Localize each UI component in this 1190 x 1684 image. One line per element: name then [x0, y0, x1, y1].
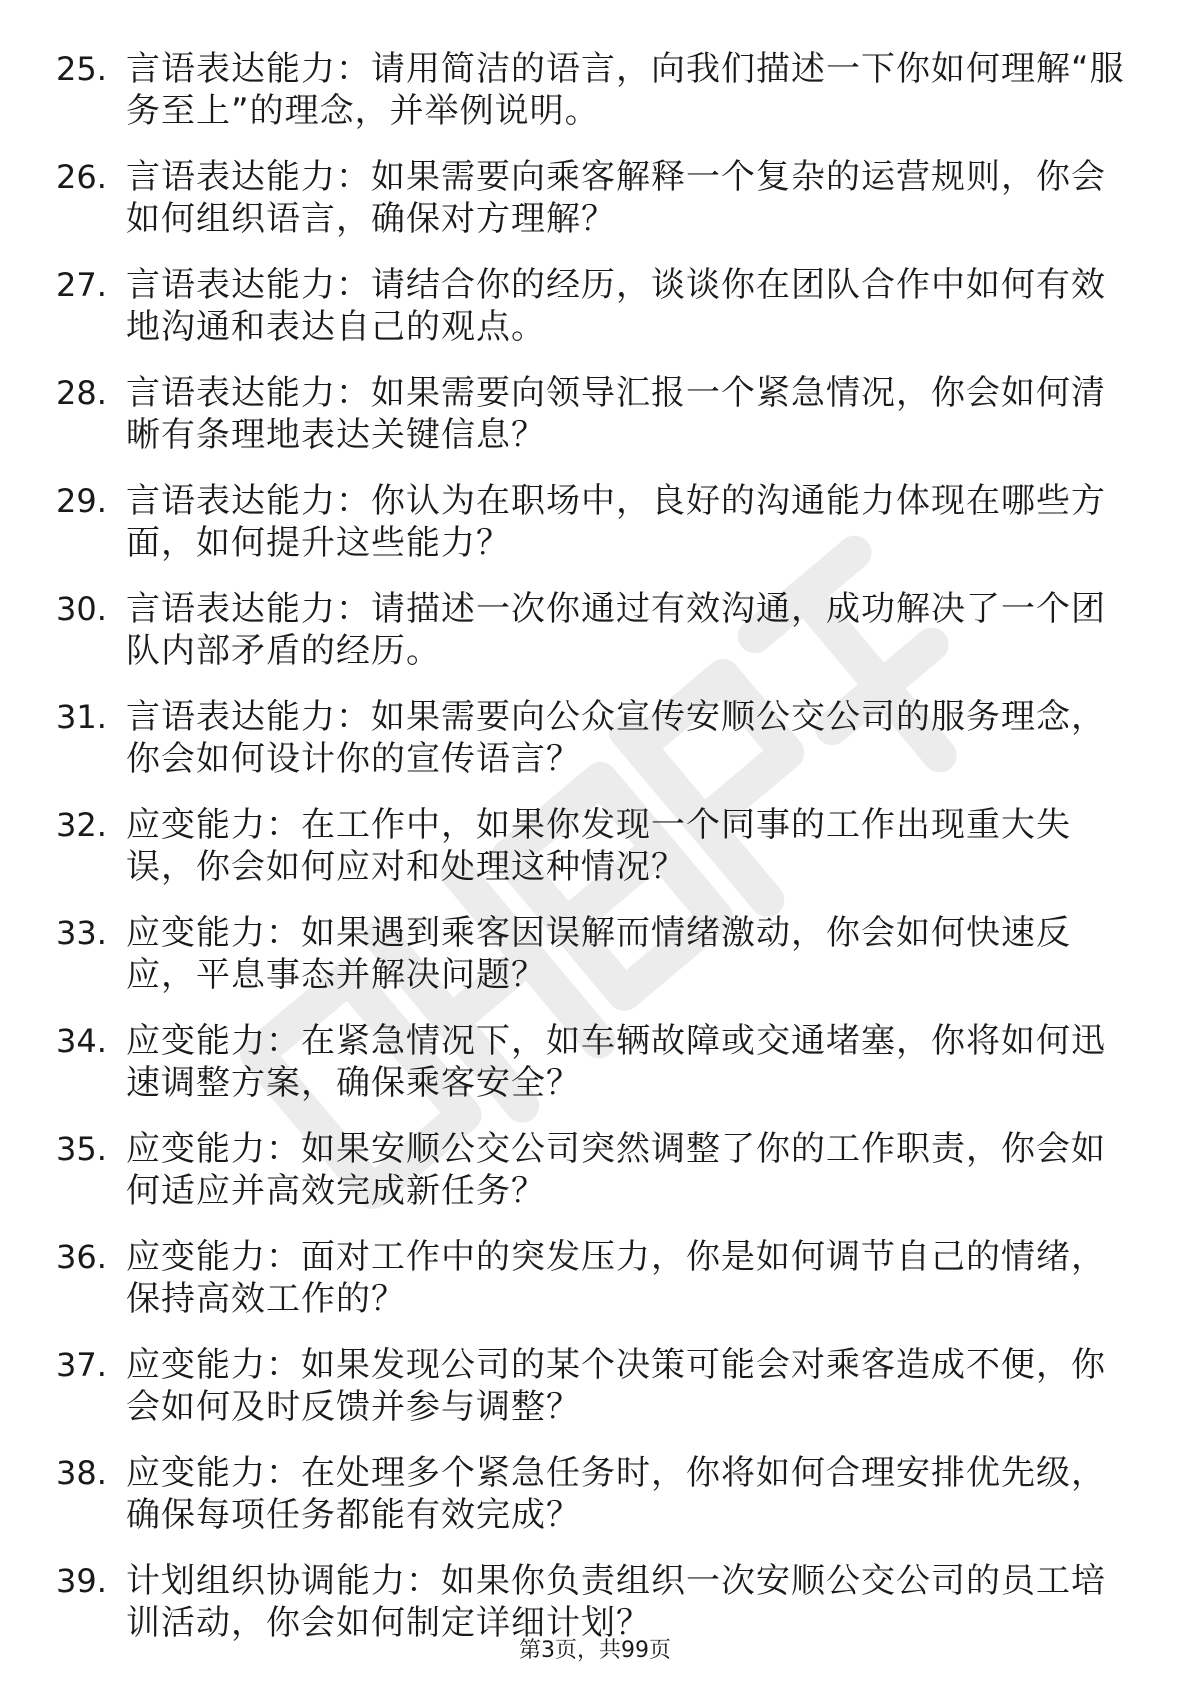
question-number: 28. [56, 374, 107, 412]
question-text: 应变能力：面对工作中的突发压力，你是如何调节自己的情绪，保持高效工作的？ [126, 1237, 1106, 1319]
question-list [0, 48, 1190, 1668]
list-item [0, 1020, 1190, 1128]
list-item [0, 804, 1190, 912]
question-text: 言语表达能力：请结合你的经历，谈谈你在团队合作中如何有效地沟通和表达自己的观点。 [126, 265, 1106, 347]
page-footer [0, 1636, 1190, 1666]
page-number-label: 第3页，共99页 [519, 1638, 671, 1663]
question-text: 应变能力：如果安顺公交公司突然调整了你的工作职责，你会如何适应并高效完成新任务？ [126, 1129, 1106, 1211]
question-number: 32. [56, 806, 107, 844]
list-item [0, 588, 1190, 696]
question-text: 言语表达能力：如果需要向领导汇报一个紧急情况，你会如何清晰有条理地表达关键信息？ [126, 373, 1106, 455]
question-text: 言语表达能力：请用简洁的语言，向我们描述一下你如何理解“服务至上”的理念，并举例说明。 [126, 49, 1125, 131]
question-number: 29. [56, 482, 107, 520]
question-text: 言语表达能力：如果需要向公众宣传安顺公交公司的服务理念，你会如何设计你的宣传语言？ [126, 697, 1106, 779]
question-number: 25. [56, 50, 107, 88]
list-item [0, 1344, 1190, 1452]
list-item [0, 1452, 1190, 1560]
question-number: 34. [56, 1022, 107, 1060]
question-number: 37. [56, 1346, 107, 1384]
question-text: 应变能力：在紧急情况下，如车辆故障或交通堵塞，你将如何迅速调整方案，确保乘客安全？ [126, 1021, 1106, 1103]
question-text: 计划组织协调能力：如果你负责组织一次安顺公交公司的员工培训活动，你会如何制定详细计划？ [126, 1561, 1106, 1643]
question-number: 38. [56, 1454, 107, 1492]
question-text: 应变能力：如果发现公司的某个决策可能会对乘客造成不便，你会如何及时反馈并参与调整？ [126, 1345, 1106, 1427]
question-number: 35. [56, 1130, 107, 1168]
question-number: 27. [56, 266, 107, 304]
question-number: 31. [56, 698, 107, 736]
list-item [0, 156, 1190, 264]
question-text: 言语表达能力：你认为在职场中，良好的沟通能力体现在哪些方面，如何提升这些能力？ [126, 481, 1106, 563]
list-item [0, 1128, 1190, 1236]
question-number: 33. [56, 914, 107, 952]
question-text: 言语表达能力：请描述一次你通过有效沟通，成功解决了一个团队内部矛盾的经历。 [126, 589, 1106, 671]
list-item [0, 912, 1190, 1020]
question-number: 26. [56, 158, 107, 196]
question-text: 应变能力：如果遇到乘客因误解而情绪激动，你会如何快速反应，平息事态并解决问题？ [126, 913, 1071, 995]
list-item [0, 264, 1190, 372]
list-item [0, 372, 1190, 480]
question-number: 36. [56, 1238, 107, 1276]
question-text: 应变能力：在处理多个紧急任务时，你将如何合理安排优先级，确保每项任务都能有效完成？ [126, 1453, 1106, 1535]
question-number: 39. [56, 1562, 107, 1600]
list-item [0, 1236, 1190, 1344]
question-number: 30. [56, 590, 107, 628]
list-item [0, 48, 1190, 156]
question-text: 应变能力：在工作中，如果你发现一个同事的工作出现重大失误，你会如何应对和处理这种情况？ [126, 805, 1071, 887]
list-item [0, 696, 1190, 804]
question-text: 言语表达能力：如果需要向乘客解释一个复杂的运营规则，你会如何组织语言，确保对方理解？ [126, 157, 1106, 239]
list-item [0, 480, 1190, 588]
